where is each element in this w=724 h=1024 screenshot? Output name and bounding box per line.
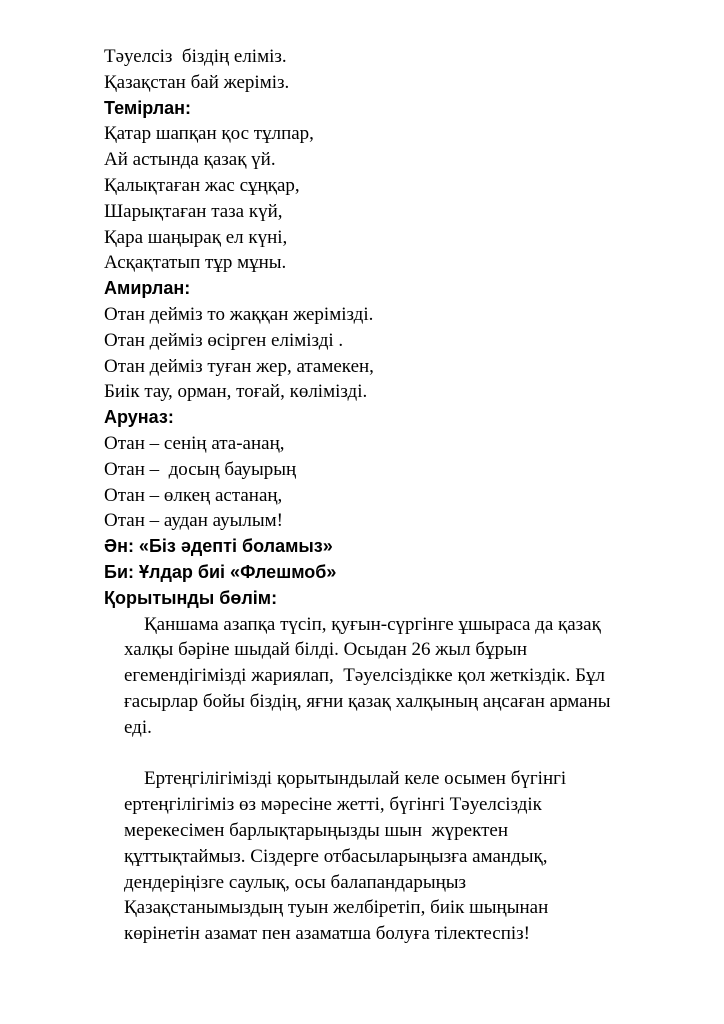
poem-line: Отан – өлкең астанаң, [104, 484, 283, 506]
conclusion-paragraph [104, 612, 674, 741]
paragraph-line: ертеңгілігіміз өз мәресіне жетті, бүгінгі Тәуелсіздік [124, 794, 542, 816]
poem-line: Қазақстан бай жеріміз. [104, 71, 290, 93]
paragraph-line: дендеріңізге саулық, осы балапандарыңыз [124, 871, 467, 893]
paragraph-line: Ертеңгілігімізді қорытындылай келе осымен бүгінгі [144, 768, 567, 790]
poem-line: Отан – сенің ата-анаң, [104, 432, 285, 454]
paragraph-line: еді. [124, 716, 152, 738]
poem-line: Асқақтатып тұр мұны. [104, 252, 287, 274]
poem-line: Қара шаңырақ ел күні, [104, 226, 288, 248]
speaker-name: Амирлан: [104, 278, 191, 299]
song-heading: Ән: «Біз әдепті боламыз» [104, 536, 333, 557]
paragraph-gap [104, 741, 684, 767]
dance-heading: Би: Ұлдар биі «Флешмоб» [104, 561, 337, 582]
paragraph-line: ғасырлар бойы біздің, яғни қазақ халқының аңсаған арманы [124, 690, 611, 712]
poem-line: Отан – аудан ауылым! [104, 510, 283, 532]
poem-line: Отан дейміз өсірген елімізді . [104, 329, 344, 351]
paragraph-line: көрінетін азамат пен азаматша болуға тілектеспіз! [124, 923, 530, 945]
poem-line: Қалықтаған жас сұңқар, [104, 174, 300, 196]
speaker-name: Темірлан: [104, 97, 192, 118]
conclusion-paragraph [104, 766, 674, 947]
speaker-name: Аруназ: [104, 407, 174, 428]
paragraph-line: халқы бәріне шыдай білді. Осыдан 26 жыл бұрын [124, 639, 528, 661]
paragraph-line: мерекесімен барлықтарыңызды шын жүректен [124, 819, 508, 841]
poem-line: Биік тау, орман, тоғай, көлімізді. [104, 381, 368, 403]
paragraph-line: Қаншама азапқа түсіп, қуғын-сүргінге ұшыраса да қазақ [144, 613, 601, 635]
poem-line: Қатар шапқан қос тұлпар, [104, 123, 314, 145]
paragraph-line: құттықтаймыз. Сіздерге отбасыларыңызға амандық, [124, 845, 548, 867]
poem-line: Отан – досың бауырың [104, 458, 297, 480]
document-page [104, 44, 684, 947]
poem-line: Отан дейміз туған жер, атамекен, [104, 355, 374, 377]
poem-line: Шарықтаған таза күй, [104, 200, 283, 222]
conclusion-heading: Қорытынды бөлім: [104, 587, 278, 608]
paragraph-line: Қазақстанымыздың туын желбіретіп, биік шыңынан [124, 897, 549, 919]
paragraph-line: егемендігімізді жариялап, Тәуелсіздікке қол жеткіздік. Бұл [124, 665, 606, 687]
poem-line: Ай астында қазақ үй. [104, 149, 276, 171]
poem-line: Отан дейміз то жаққан жерімізді. [104, 303, 374, 325]
poem-line: Тәуелсіз біздің еліміз. [104, 46, 287, 67]
